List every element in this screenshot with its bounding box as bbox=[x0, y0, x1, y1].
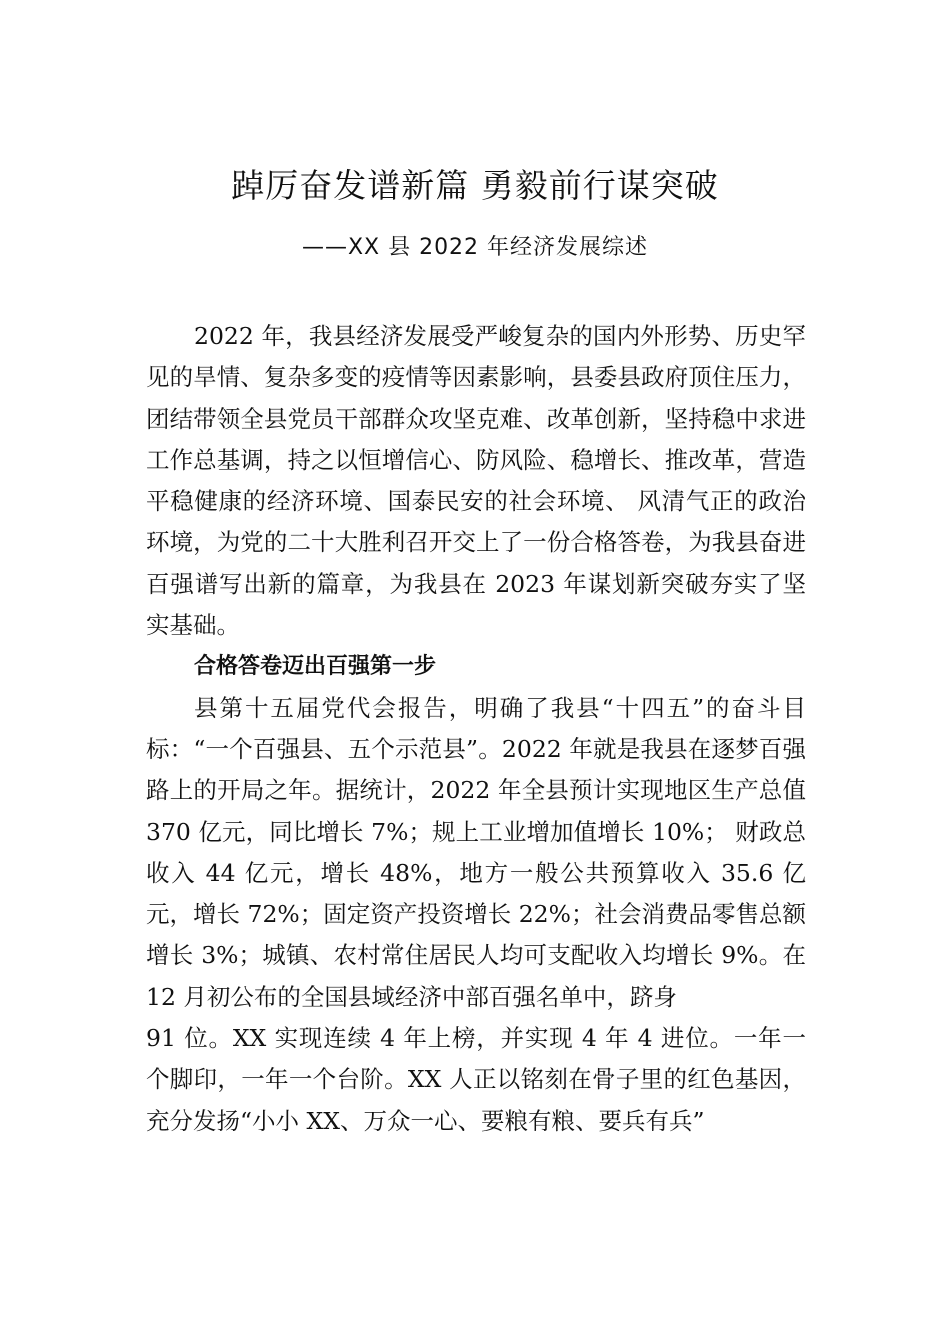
section-paragraph: 县第十五届党代会报告，明确了我县“十四五”的奋斗目标：“一个百强县、五个示范县”。2022 年就是我县在逐梦百强路上的开局之年。据统计，2022 年全县预计实现地区生产总值 370 亿元，同比增长 7%；规上工业增加值增长 10%； 财政总收入 44 亿元，增长 48%，地方一般公共预算收入 35.6 亿元，增长 72%；固定资产投资增长 22%；社会消费品零售总额增长 3%；城镇、农村常住居民人均可支配收入均增长 9%。在 12 月初公布的全国县域经济中部百强名单中，跻身 bbox=[146, 693, 806, 1011]
document-subtitle: ——XX 县 2022 年经济发展综述 bbox=[301, 235, 649, 260]
document-body bbox=[146, 316, 806, 1142]
document-title: 踔厉奋发谱新篇 勇毅前行谋突破 bbox=[231, 166, 719, 205]
section-paragraph-continued: 91 位。XX 实现连续 4 年上榜，并实现 4 年 4 进位。一年一个脚印，一年一个台阶。XX 人正以铭刻在骨子里的红色基因，充分发扬“小小 XX、万众一心、要粮有粮、要兵有兵” bbox=[146, 1024, 806, 1135]
section-heading: 合格答卷迈出百强第一步 bbox=[194, 654, 437, 680]
intro-paragraph: 2022 年，我县经济发展受严峻复杂的国内外形势、历史罕见的旱情、复杂多变的疫情等因素影响，县委县政府顶住压力，团结带领全县党员干部群众攻坚克难、改革创新，坚持稳中求进工作总基调，持之以恒增信心、防风险、稳增长、推改革，营造平稳健康的经济环境、国泰民安的社会环境、 风清气正的政治环境，为党的二十大胜利召开交上了一份合格答卷，为我县奋进百强谱写出新的篇章，为我县在 2023 年谋划新突破夯实了坚实基础。 bbox=[146, 322, 806, 640]
